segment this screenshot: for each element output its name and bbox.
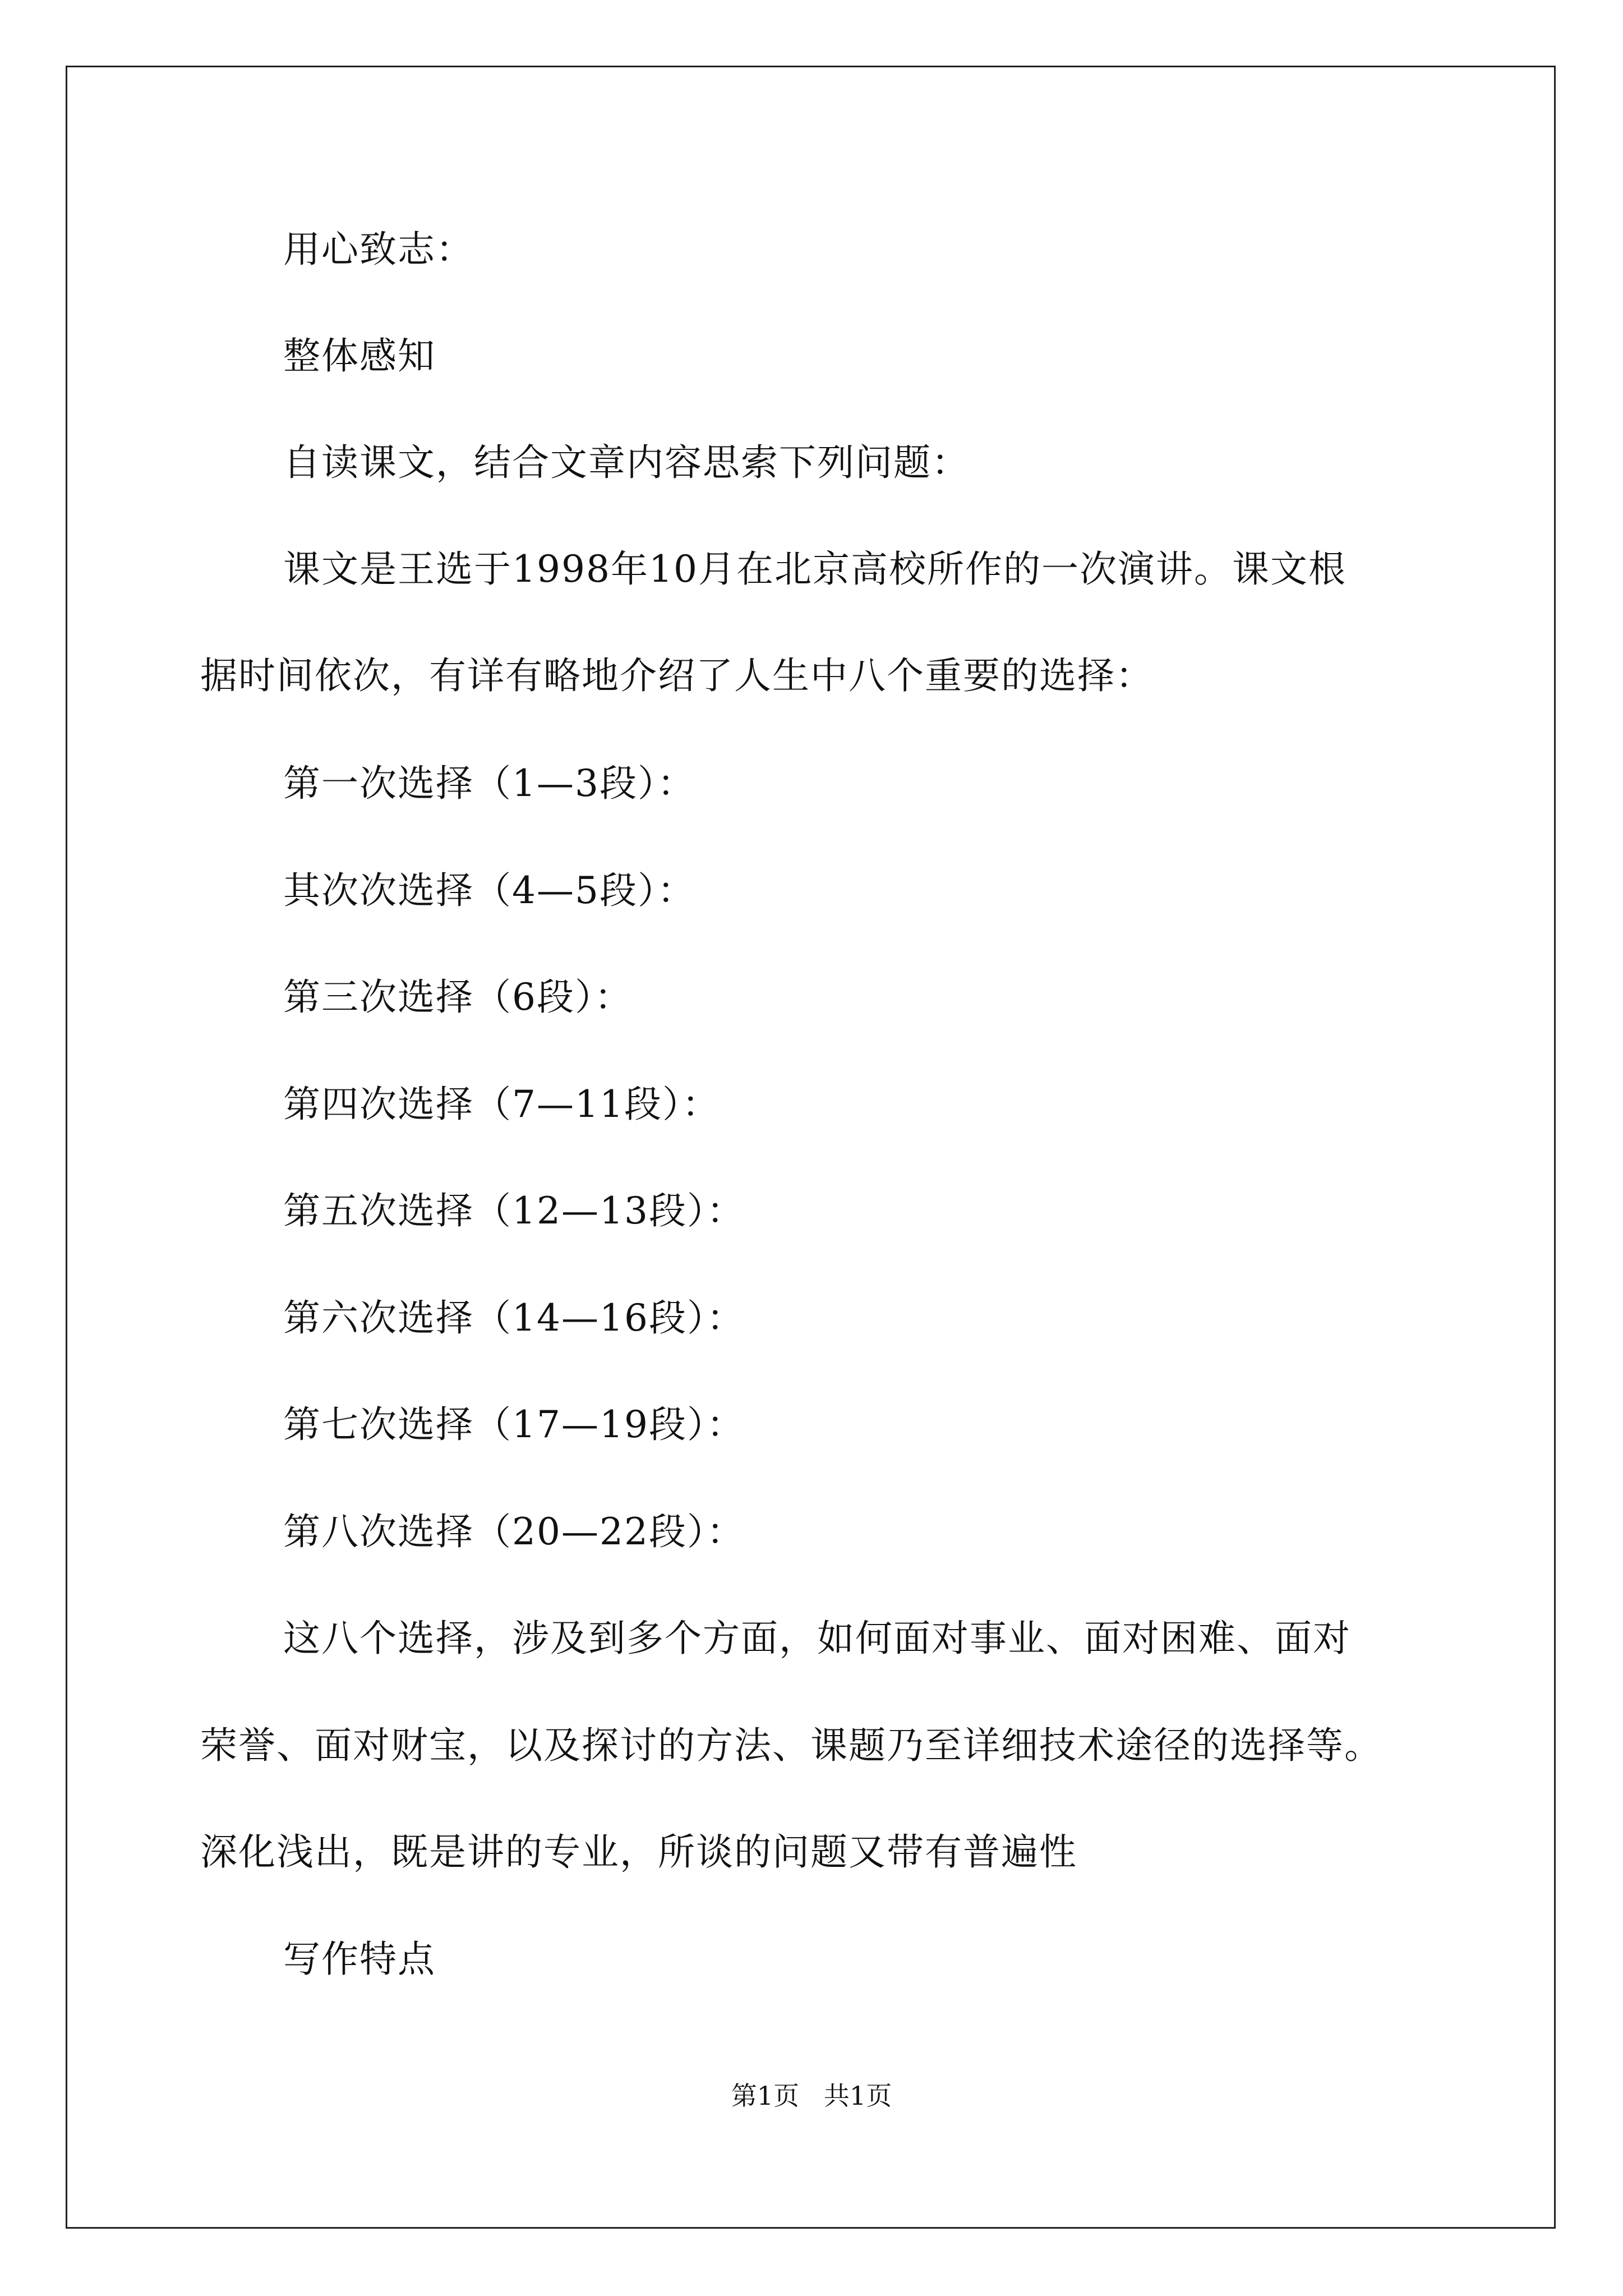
list-item-choice-5: 第五次选择（12—13段）：	[283, 1189, 745, 1232]
heading-writing-features: 写作特点	[283, 1938, 436, 1981]
paragraph-summary-line-1: 这八个选择，涉及到多个方面，如何面对事业、面对困难、面对	[283, 1617, 1351, 1660]
paragraph-summary-line-2: 荣誉、面对财宝，以及探讨的方法、课题乃至详细技术途径的选择等。	[200, 1724, 1382, 1767]
paragraph-instruction: 自读课文，结合文章内容思索下列问题：	[283, 441, 970, 484]
list-item-choice-7: 第七次选择（17—19段）：	[283, 1403, 745, 1446]
list-item-choice-1: 第一次选择（1—3段）：	[283, 762, 695, 805]
paragraph-intro-line-2: 据时间依次，有详有略地介绍了人生中八个重要的选择：	[200, 654, 1154, 697]
list-item-choice-2: 其次次选择（4—5段）：	[283, 869, 695, 912]
page-number-footer: 第1页 共1页	[731, 2081, 892, 2111]
paragraph-summary-line-3: 深化浅出，既是讲的专业，所谈的问题又带有普遍性	[200, 1830, 1077, 1874]
page-border	[66, 66, 1556, 2229]
paragraph-intro-line-1: 课文是王选于1998年10月在北京高校所作的一次演讲。课文根	[283, 547, 1347, 591]
list-item-choice-4: 第四次选择（7—11段）：	[283, 1083, 720, 1126]
heading-yongxin: 用心致志：	[283, 228, 474, 271]
heading-overall-perception: 整体感知	[283, 334, 436, 378]
list-item-choice-8: 第八次选择（20—22段）：	[283, 1510, 745, 1553]
list-item-choice-3: 第三次选择（6段）：	[283, 976, 633, 1019]
list-item-choice-6: 第六次选择（14—16段）：	[283, 1296, 745, 1340]
